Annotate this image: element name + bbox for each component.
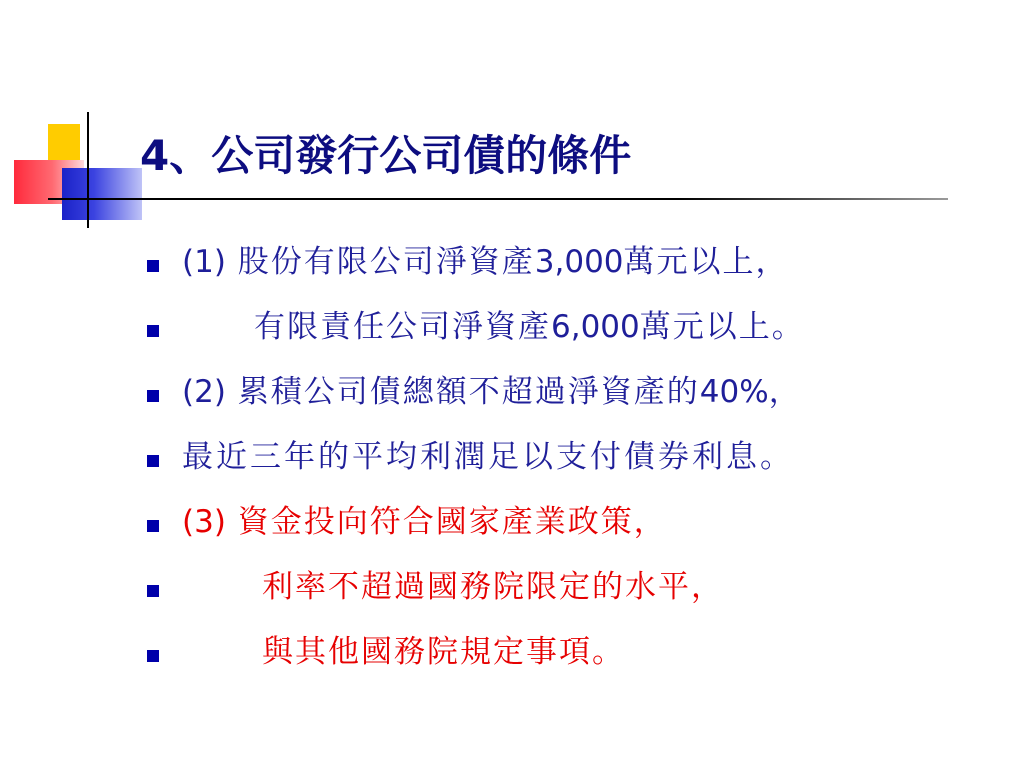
decor-blue-bar [62, 168, 142, 220]
bullet-text [182, 435, 794, 479]
bullet-text [182, 500, 667, 544]
text-segment: 資金投向符合國家產業政策， [237, 504, 667, 540]
bullet-item [0, 236, 1024, 301]
text-segment: 萬元以上， [623, 244, 789, 280]
value: 3,000 [534, 244, 624, 280]
text-segment: 累積公司債總額不超過淨資產的 [237, 374, 700, 410]
value: 6,000 [551, 309, 640, 345]
value: 40% [699, 374, 769, 410]
text-segment: 萬元以上。 [639, 309, 805, 345]
text-segment: 利率不超過國務院限定的水平， [262, 569, 724, 605]
bullet-square-icon [147, 520, 159, 532]
bullet-text [262, 565, 724, 609]
item-number: (3) [182, 504, 226, 540]
bullet-item [0, 561, 1024, 626]
slide-title: 4、公司發行公司債的條件 [140, 131, 632, 180]
bullet-square-icon [147, 650, 159, 662]
item-number: (1) [182, 244, 226, 280]
item-number: (2) [182, 374, 226, 410]
bullet-text [254, 305, 805, 349]
bullet-square-icon [147, 455, 159, 467]
text-segment: ， [768, 374, 802, 410]
bullet-item [0, 626, 1024, 691]
text-segment: 有限責任公司淨資產 [254, 309, 551, 345]
bullet-item [0, 366, 1024, 431]
text-segment: 最近三年的平均利潤足以支付債券利息。 [182, 439, 794, 475]
bullet-list [0, 236, 1024, 691]
bullet-text [182, 370, 802, 414]
bullet-item [0, 496, 1024, 561]
bullet-square-icon [147, 260, 159, 272]
bullet-item [0, 301, 1024, 366]
decor-vertical-line [87, 112, 89, 228]
text-segment: 股份有限公司淨資產 [237, 244, 535, 280]
title-underline [48, 198, 948, 200]
bullet-item [0, 431, 1024, 496]
bullet-square-icon [147, 325, 159, 337]
bullet-text [182, 240, 789, 284]
bullet-text [262, 630, 625, 674]
text-segment: 與其他國務院規定事項。 [262, 634, 625, 670]
bullet-square-icon [147, 390, 159, 402]
bullet-square-icon [147, 585, 159, 597]
